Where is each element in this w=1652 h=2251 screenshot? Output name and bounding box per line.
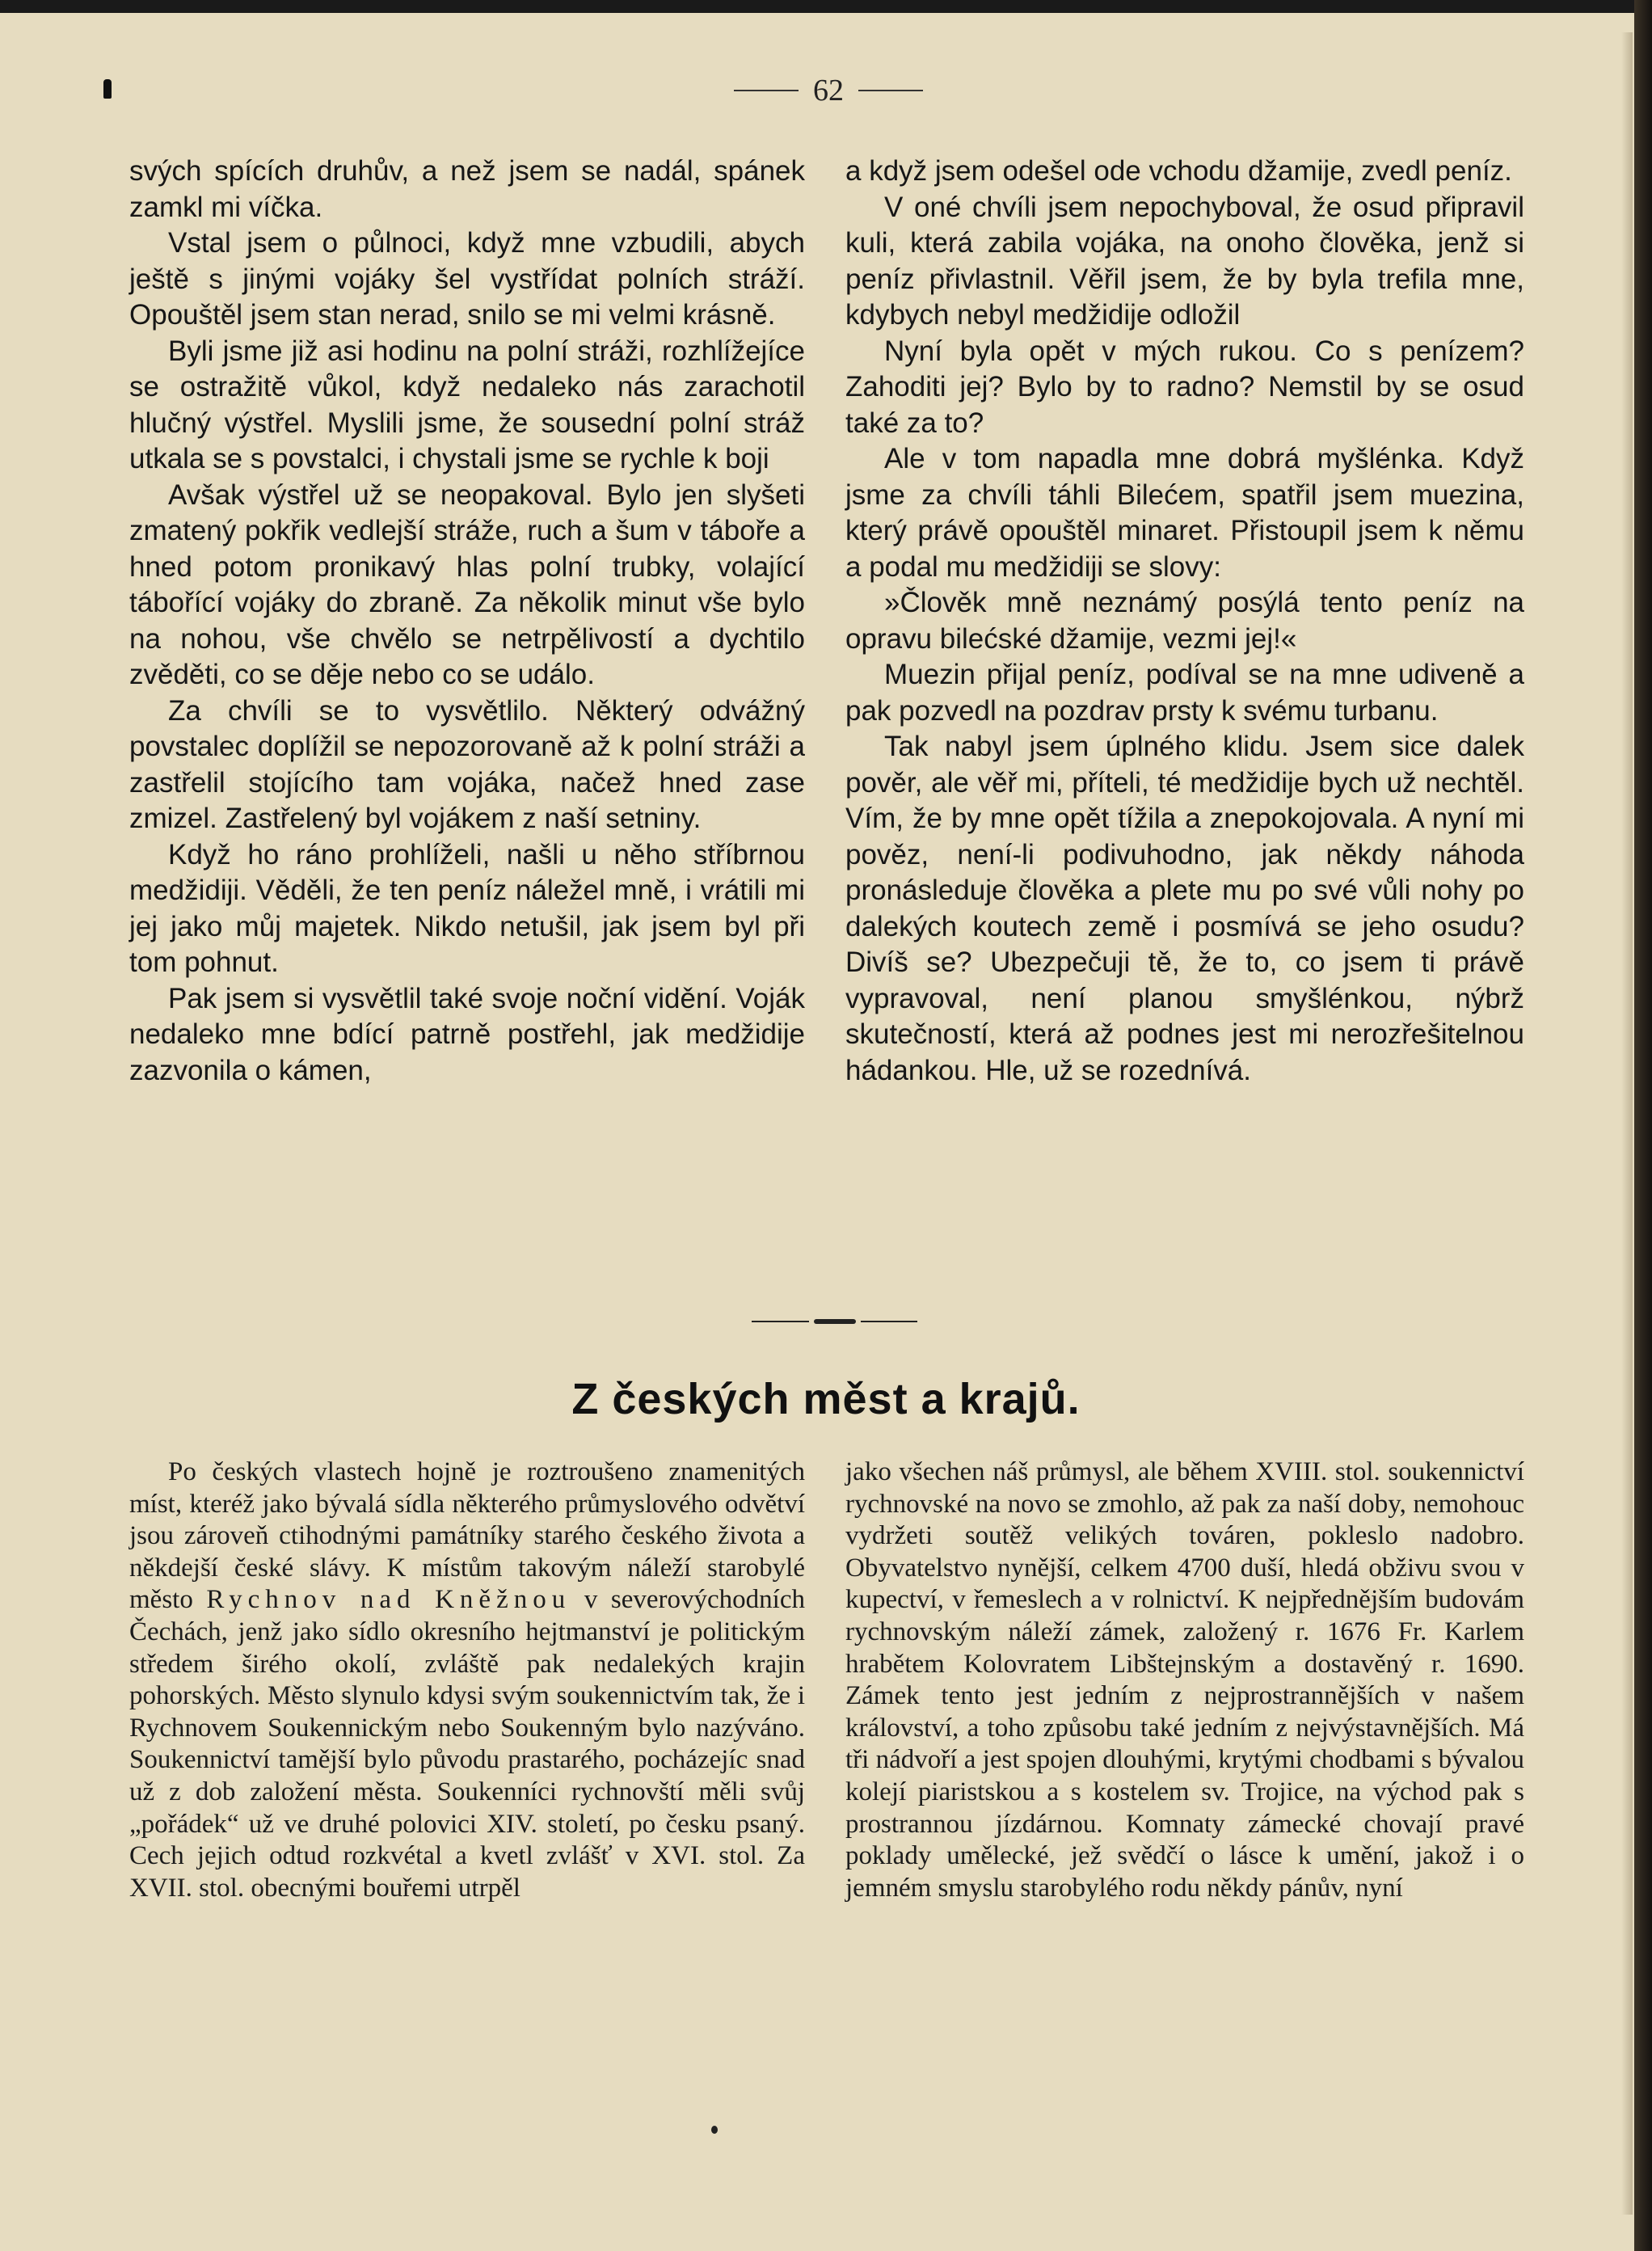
story-paragraph: Když ho ráno prohlíželi, našli u něho stříbrnou medžidiji. Věděli, že ten peníz náležel mně, i vrátili mi jej jako můj majetek. Nikdo netušil, jak jsem byl při tom pohnut. bbox=[129, 838, 805, 978]
article-column-right bbox=[845, 1456, 1524, 1904]
story-paragraph: Ale v tom napadla mne dobrá myšlénka. Když jsme za chvíli táhli Bilećem, spatřil jsem muezina, který právě opouštěl minaret. Přistoupil jsem k němu a podal mu medžidiji se slovy: bbox=[845, 443, 1524, 583]
page-number-rule-left bbox=[734, 90, 799, 91]
paper-shadow bbox=[1621, 32, 1633, 2215]
article-intro-text: Po českých vlastech hojně je roztroušeno znamenitých míst, kteréž jako bývalá sídla některého průmyslového odvětví jsou zároveň ctihodnými památníky starého českého života a někdejší české slávy. K místům takovým náleží starobylé město bbox=[129, 1457, 805, 1615]
article-continuation-text: v severovýchodních Čechách, jenž jako sídlo okresního hejtmanství je politickým středem širého okolí, zvláště pak nedalekých krajin pohorských. Město slynulo kdysi svým soukennictvím tak, že i Rychnovem Soukennickým nebo Soukenným bylo nazýváno. Soukennictví tamější bylo původu prastarého, pocházejíc snad už z dob založení města. Soukenníci rychnovští měli svůj „pořádek“ už ve druhé polovici XIV. století, po česku psaný. Cech jejich odtud rozkvétal a kvetl zvlášť v XVI. stol. Za XVII. stol. obecnými bouřemi utrpěl bbox=[129, 1585, 805, 1903]
story-column-right bbox=[845, 154, 1524, 1089]
story-paragraph: Nyní byla opět v mých rukou. Co s penízem? Zahoditi jej? Bylo by to radno? Nemstil by se osud také za to? bbox=[845, 335, 1524, 439]
section-divider-ornament bbox=[752, 1317, 917, 1326]
article-paragraph bbox=[129, 1456, 805, 1904]
scan-top-edge bbox=[0, 0, 1652, 13]
article-paragraph: jako všechen náš průmysl, ale během XVIII. stol. soukennictví rychnovské na novo se zmohlo, až pak za naší doby, nemohouc vydržeti soutěž velikých továren, pokleslo nadobro. Obyvatelstvo nynější, celkem 4700 duší, hledá obživu svou v kupectví, v řemeslech a v rolnictví. K nejpřednějším budovám rychnovským náleží zámek, založený r. 1676 Fr. Karlem hrabětem Kolovratem Libštejnským a dostavěný r. 1690. Zámek tento jest jedním z nejprostrannějších v našem království, a toho způsobu také jedním z nejvýstavnějších. Má tři nádvoří a jest spojen dlouhými, krytými chodbami s bývalou kolejí piaristskou a s kostelem sv. Trojice, na východ pak s prostrannou jízdárnou. Komnaty zámecké chovají pravé poklady umělecké, jež svědčí o lásce k umění, jakož i o jemném smyslu starobylého rodu někdy pánův, nyní bbox=[845, 1457, 1524, 1903]
story-paragraph: Avšak výstřel už se neopakoval. Bylo jen slyšeti zmatený pokřik vedlejší stráže, ruch a šum v táboře a hned potom pronikavý hlas polní trubky, volající tábořící vojáky do zbraně. Za několik minut vše bylo na nohou, vše chvělo se netrpělivostí a dychtilo zvěděti, co se děje nebo co se událo. bbox=[129, 478, 805, 690]
story-paragraph: Tak nabyl jsem úplného klidu. Jsem sice dalek pověr, ale věř mi, příteli, té medžidije bych už nechtěl. Vím, že by mne opět tížila a znepokojovala. A nyní mi pověz, není-li podivuhodno, jak někdy náhoda pronásleduje člověka a plete mu po své vůli nohy po dalekých koutech země i posmívá se jeho osudu? Divíš se? Ubezpečuji tě, že to, co jsem ti právě vypravoval, není planou smyšlénkou, nýbrž skutečností, která až podnes jest mi nerozřešitelnou hádankou. Hle, už se rozednívá. bbox=[845, 731, 1524, 1086]
article-title: Z českých měst a krajů. bbox=[571, 1375, 1081, 1423]
page-number bbox=[711, 74, 946, 107]
story-paragraph: a když jsem odešel ode vchodu džamije, zvedl peníz. bbox=[845, 155, 1512, 187]
story-paragraph: Muezin přijal peníz, podíval se na mne udiveně a pak pozvedl na pozdrav prsty k svému turbanu. bbox=[845, 659, 1524, 727]
page-footer-dot bbox=[711, 2126, 718, 2134]
town-name: Rychnov nad Kněžnou bbox=[206, 1585, 571, 1615]
story-column-left bbox=[129, 154, 805, 1089]
divider-ornament-icon bbox=[814, 1319, 856, 1324]
story-paragraph: Byli jsme již asi hodinu na polní stráži, rozhlížejíce se ostražitě vůkol, když nedaleko nás zarachotil hlučný výstřel. Myslili jsme, že sousední polní stráž utkala se s povstalci, i chystali jsme se rychle k boji bbox=[129, 335, 805, 474]
story-paragraph: »Člověk mně neznámý posýlá tento peníz na opravu bilećské džamije, vezmi jej!« bbox=[845, 587, 1524, 655]
scan-binding-edge bbox=[1634, 0, 1652, 2251]
corner-mark-icon bbox=[103, 79, 112, 99]
story-paragraph: V oné chvíli jsem nepochyboval, že osud připravil kuli, která zabila vojáka, na onoho člověka, jenž si peníz přivlastnil. Věřil jsem, že by byla trefila mne, kdybych nebyl medžidije odložil bbox=[845, 191, 1524, 331]
page-number-value: 62 bbox=[813, 74, 844, 107]
article-column-left bbox=[129, 1456, 805, 1904]
story-paragraph: Za chvíli se to vysvětlilo. Některý odvážný povstalec doplížil se nepozorovaně až k polní stráži a zastřelil stojícího tam vojáka, načež hned zase zmizel. Zastřelený byl vojákem z naší setniny. bbox=[129, 694, 805, 834]
page-number-rule-right bbox=[858, 90, 923, 91]
story-paragraph: svých spících druhův, a než jsem se nadál, spánek zamkl mi víčka. bbox=[129, 155, 805, 223]
story-paragraph: Vstal jsem o půlnoci, když mne vzbudili, abych ještě s jinými vojáky šel vystřídat polních stráží. Opouštěl jsem stan nerad, snilo se mi velmi krásně. bbox=[129, 227, 805, 331]
story-paragraph: Pak jsem si vysvětlil také svoje noční vidění. Voják nedaleko mne bdící patrně postřehl, jak medžidije zazvonila o kámen, bbox=[129, 982, 805, 1086]
